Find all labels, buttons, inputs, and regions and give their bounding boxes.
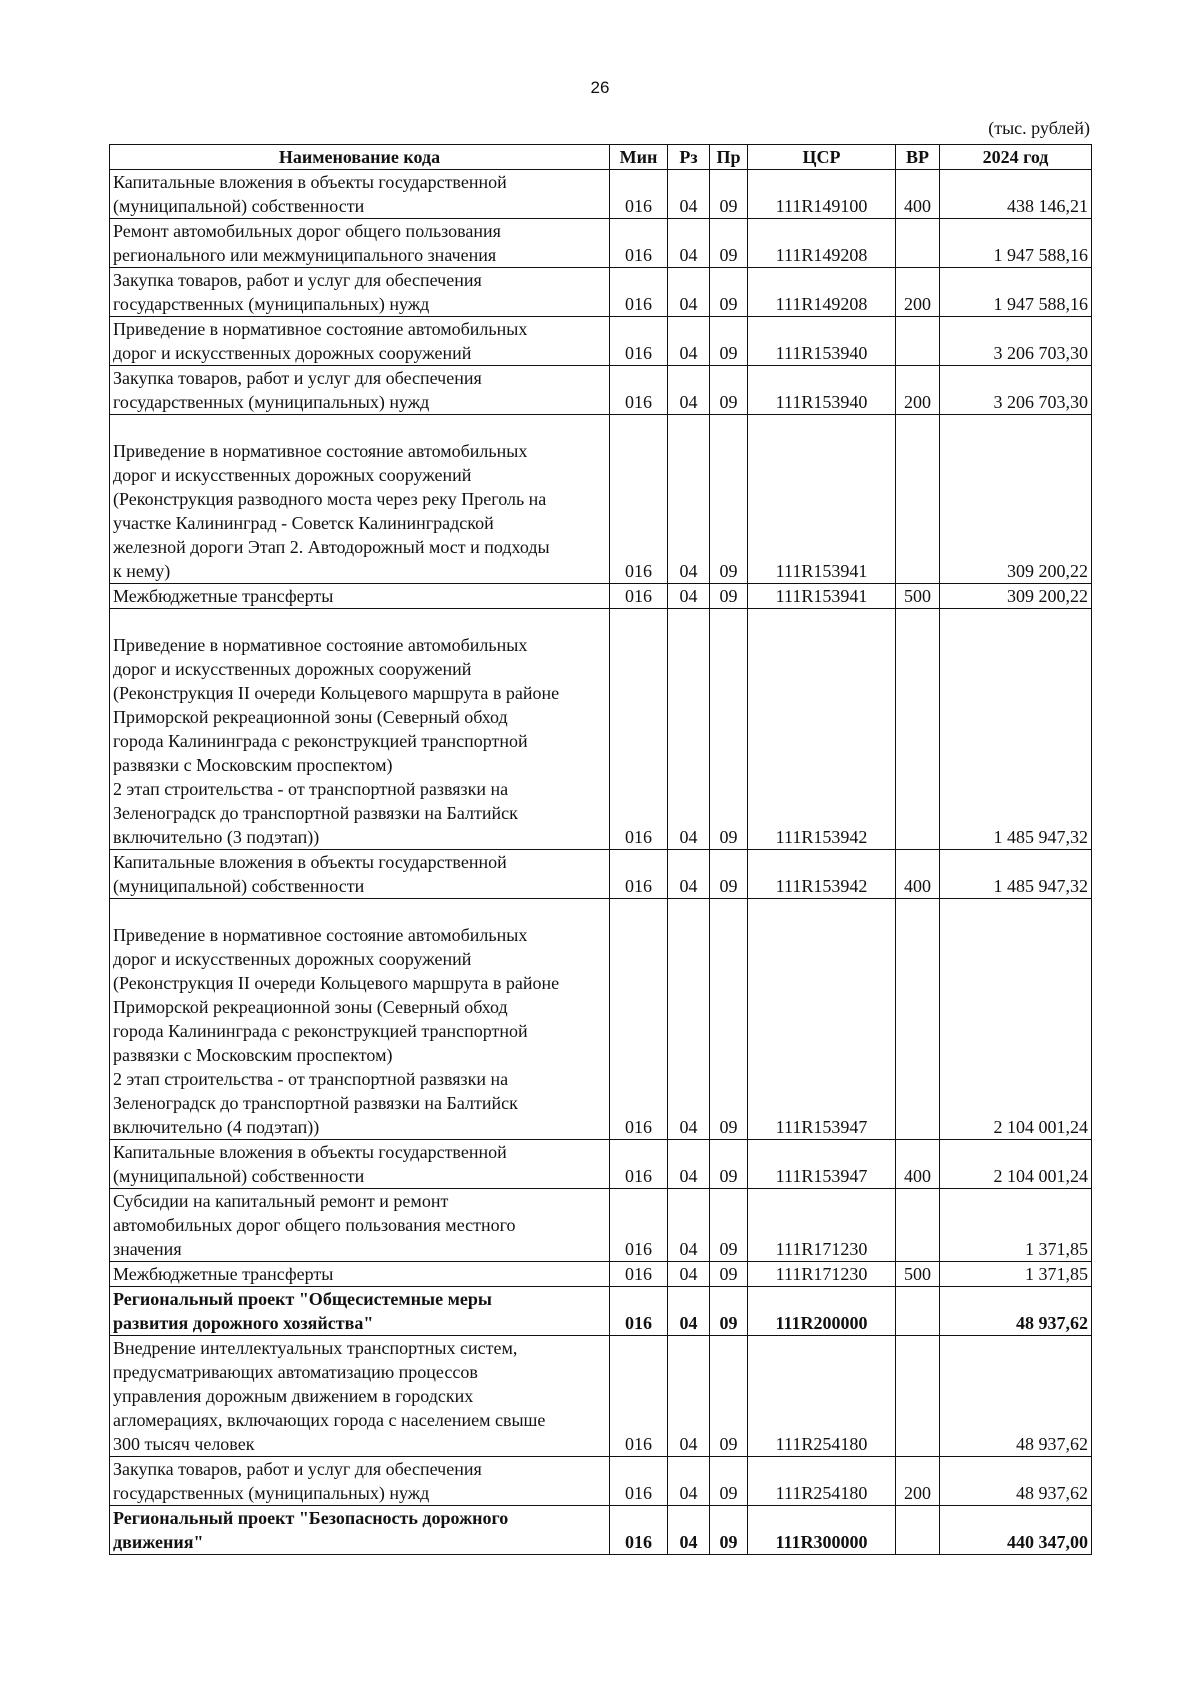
cell-rz: 04 <box>668 317 710 366</box>
cell-pr: 09 <box>710 317 748 366</box>
cell-min: 016 <box>610 415 668 584</box>
budget-table <box>109 144 1092 1555</box>
cell-amount: 3 206 703,30 <box>940 317 1092 366</box>
name-line <box>113 899 606 923</box>
name-line: включительно (4 подэтап)) <box>113 1117 320 1137</box>
name-line: предусматривающих автоматизацию процессов <box>113 1362 478 1382</box>
cell-csr: 111R153947 <box>748 1140 896 1189</box>
table-row <box>110 584 1092 609</box>
cell-amount: 1 371,85 <box>940 1189 1092 1262</box>
cell-rz: 04 <box>668 415 710 584</box>
cell-vr <box>896 415 940 584</box>
cell-pr: 09 <box>710 1506 748 1555</box>
name-line: автомобильных дорог общего пользования местного <box>113 1215 516 1235</box>
name-line: Капитальные вложения в объекты государственной <box>113 852 507 872</box>
table-row <box>110 268 1092 317</box>
cell-name <box>110 1336 610 1457</box>
name-line: (муниципальной) собственности <box>113 876 365 896</box>
cell-vr: 200 <box>896 268 940 317</box>
cell-name <box>110 1506 610 1555</box>
table-row <box>110 1287 1092 1336</box>
cell-name <box>110 609 610 850</box>
table-row <box>110 317 1092 366</box>
cell-vr <box>896 1506 940 1555</box>
cell-csr: 111R149208 <box>748 219 896 268</box>
name-line: участке Калининград - Советск Калининградской <box>113 513 494 533</box>
name-line: 2 этап строительства - от транспортной развязки на <box>113 779 509 799</box>
cell-csr: 111R153940 <box>748 317 896 366</box>
name-line: к нему) <box>113 561 171 581</box>
cell-vr <box>896 1336 940 1457</box>
cell-vr <box>896 899 940 1140</box>
name-line: Зеленоградск до транспортной развязки на Балтийск <box>113 803 518 823</box>
cell-csr: 111R149100 <box>748 170 896 219</box>
table-row <box>110 609 1092 850</box>
cell-amount: 1 947 588,16 <box>940 268 1092 317</box>
cell-pr: 09 <box>710 415 748 584</box>
cell-amount: 48 937,62 <box>940 1457 1092 1506</box>
cell-pr: 09 <box>710 366 748 415</box>
table-row <box>110 899 1092 1140</box>
cell-rz: 04 <box>668 366 710 415</box>
cell-min: 016 <box>610 366 668 415</box>
cell-pr: 09 <box>710 850 748 899</box>
name-line: (Реконструкция II очереди Кольцевого маршрута в районе <box>113 973 560 993</box>
cell-min: 016 <box>610 899 668 1140</box>
cell-vr <box>896 609 940 850</box>
name-line: Закупка товаров, работ и услуг для обеспечения <box>113 270 482 290</box>
cell-min: 016 <box>610 850 668 899</box>
header-name: Наименование кода <box>110 145 610 170</box>
table-row <box>110 1189 1092 1262</box>
cell-csr: 111R254180 <box>748 1336 896 1457</box>
cell-name <box>110 170 610 219</box>
cell-min: 016 <box>610 1457 668 1506</box>
name-line: Ремонт автомобильных дорог общего пользования <box>113 221 501 241</box>
name-line: управления дорожным движением в городских <box>113 1386 474 1406</box>
name-line: дорог и искусственных дорожных сооружений <box>113 465 472 485</box>
cell-amount: 309 200,22 <box>940 584 1092 609</box>
name-line: Приведение в нормативное состояние автомобильных <box>113 925 528 945</box>
name-line: агломерациях, включающих города с населением свыше <box>113 1410 546 1430</box>
cell-name <box>110 1189 610 1262</box>
cell-amount: 1 947 588,16 <box>940 219 1092 268</box>
table-row <box>110 1506 1092 1555</box>
name-line: государственных (муниципальных) нужд <box>113 392 430 412</box>
cell-min: 016 <box>610 317 668 366</box>
cell-pr: 09 <box>710 219 748 268</box>
cell-vr: 500 <box>896 1262 940 1287</box>
cell-min: 016 <box>610 609 668 850</box>
name-line: дорог и искусственных дорожных сооружений <box>113 343 472 363</box>
table-row <box>110 850 1092 899</box>
header-year: 2024 год <box>940 145 1092 170</box>
cell-csr: 111R153940 <box>748 366 896 415</box>
name-line: Капитальные вложения в объекты государственной <box>113 172 507 192</box>
cell-vr: 400 <box>896 1140 940 1189</box>
cell-rz: 04 <box>668 170 710 219</box>
cell-csr: 111R149208 <box>748 268 896 317</box>
cell-amount: 440 347,00 <box>940 1506 1092 1555</box>
cell-amount: 1 485 947,32 <box>940 609 1092 850</box>
name-line: государственных (муниципальных) нужд <box>113 1483 430 1503</box>
units-label: (тыс. рублей) <box>988 118 1090 138</box>
cell-rz: 04 <box>668 1336 710 1457</box>
cell-amount: 1 485 947,32 <box>940 850 1092 899</box>
name-line: 300 тысяч человек <box>113 1434 255 1454</box>
cell-rz: 04 <box>668 1262 710 1287</box>
header-csr: ЦСР <box>748 145 896 170</box>
name-line: Приморской рекреационной зоны (Северный обход <box>113 707 508 727</box>
cell-rz: 04 <box>668 1189 710 1262</box>
name-line: Приведение в нормативное состояние автомобильных <box>113 441 528 461</box>
cell-pr: 09 <box>710 1140 748 1189</box>
name-line: значения <box>113 1239 182 1259</box>
table-header-row <box>110 145 1092 170</box>
cell-csr: 111R153942 <box>748 609 896 850</box>
cell-rz: 04 <box>668 1140 710 1189</box>
table-row <box>110 219 1092 268</box>
name-line: 2 этап строительства - от транспортной развязки на <box>113 1069 509 1089</box>
cell-rz: 04 <box>668 1506 710 1555</box>
cell-name <box>110 1287 610 1336</box>
name-line: движения" <box>113 1532 204 1552</box>
cell-amount: 309 200,22 <box>940 415 1092 584</box>
cell-rz: 04 <box>668 584 710 609</box>
cell-csr: 111R153942 <box>748 850 896 899</box>
name-line: включительно (3 подэтап)) <box>113 827 320 847</box>
cell-amount: 3 206 703,30 <box>940 366 1092 415</box>
cell-name <box>110 317 610 366</box>
cell-pr: 09 <box>710 170 748 219</box>
cell-csr: 111R171230 <box>748 1262 896 1287</box>
name-line: государственных (муниципальных) нужд <box>113 294 430 314</box>
cell-pr: 09 <box>710 899 748 1140</box>
name-line: (муниципальной) собственности <box>113 196 365 216</box>
header-pr: Пр <box>710 145 748 170</box>
table-row <box>110 1336 1092 1457</box>
cell-csr: 111R153947 <box>748 899 896 1140</box>
cell-rz: 04 <box>668 899 710 1140</box>
name-line: Приведение в нормативное состояние автомобильных <box>113 635 528 655</box>
cell-pr: 09 <box>710 609 748 850</box>
cell-min: 016 <box>610 1262 668 1287</box>
table-row <box>110 1140 1092 1189</box>
name-line: железной дороги Этап 2. Автодорожный мост и подходы <box>113 537 550 557</box>
name-line: развязки с Московским проспектом) <box>113 755 393 775</box>
table-row <box>110 1457 1092 1506</box>
cell-pr: 09 <box>710 1336 748 1457</box>
cell-csr: 111R300000 <box>748 1506 896 1555</box>
name-line: развития дорожного хозяйства" <box>113 1313 374 1333</box>
cell-min: 016 <box>610 1189 668 1262</box>
name-line: Региональный проект "Безопасность дорожного <box>113 1508 509 1528</box>
cell-amount: 48 937,62 <box>940 1336 1092 1457</box>
cell-csr: 111R153941 <box>748 415 896 584</box>
cell-amount: 1 371,85 <box>940 1262 1092 1287</box>
cell-pr: 09 <box>710 584 748 609</box>
cell-name <box>110 268 610 317</box>
table-row <box>110 415 1092 584</box>
cell-name <box>110 899 610 1140</box>
cell-pr: 09 <box>710 1262 748 1287</box>
cell-name <box>110 850 610 899</box>
name-line: города Калининграда с реконструкцией транспортной <box>113 731 528 751</box>
cell-pr: 09 <box>710 1189 748 1262</box>
name-line: развязки с Московским проспектом) <box>113 1045 393 1065</box>
name-line: Капитальные вложения в объекты государственной <box>113 1142 507 1162</box>
cell-min: 016 <box>610 1336 668 1457</box>
table-body <box>110 170 1092 1555</box>
name-line: (Реконструкция разводного моста через реку Преголь на <box>113 489 547 509</box>
name-line <box>113 415 606 439</box>
cell-vr: 200 <box>896 366 940 415</box>
table-row <box>110 1262 1092 1287</box>
cell-name <box>110 1140 610 1189</box>
cell-name <box>110 1457 610 1506</box>
header-vr: ВР <box>896 145 940 170</box>
cell-name <box>110 1262 610 1287</box>
cell-vr <box>896 317 940 366</box>
cell-vr: 500 <box>896 584 940 609</box>
cell-pr: 09 <box>710 1457 748 1506</box>
cell-rz: 04 <box>668 219 710 268</box>
name-line: дорог и искусственных дорожных сооружений <box>113 659 472 679</box>
cell-amount: 2 104 001,24 <box>940 899 1092 1140</box>
name-line: регионального или межмуниципального значения <box>113 245 497 265</box>
cell-csr: 111R200000 <box>748 1287 896 1336</box>
name-line: Закупка товаров, работ и услуг для обеспечения <box>113 1459 482 1479</box>
header-min: Мин <box>610 145 668 170</box>
cell-vr: 400 <box>896 850 940 899</box>
cell-name <box>110 219 610 268</box>
cell-min: 016 <box>610 1506 668 1555</box>
name-line: Приведение в нормативное состояние автомобильных <box>113 319 528 339</box>
cell-name <box>110 584 610 609</box>
name-line: города Калининграда с реконструкцией транспортной <box>113 1021 528 1041</box>
cell-min: 016 <box>610 1140 668 1189</box>
cell-rz: 04 <box>668 1287 710 1336</box>
cell-vr: 400 <box>896 170 940 219</box>
cell-csr: 111R171230 <box>748 1189 896 1262</box>
cell-csr: 111R254180 <box>748 1457 896 1506</box>
cell-min: 016 <box>610 584 668 609</box>
cell-vr <box>896 1287 940 1336</box>
cell-min: 016 <box>610 268 668 317</box>
cell-min: 016 <box>610 170 668 219</box>
name-line: Межбюджетные трансферты <box>113 1264 334 1284</box>
name-line: Внедрение интеллектуальных транспортных систем, <box>113 1338 518 1358</box>
name-line: Зеленоградск до транспортной развязки на Балтийск <box>113 1093 518 1113</box>
cell-vr: 200 <box>896 1457 940 1506</box>
name-line: (Реконструкция II очереди Кольцевого маршрута в районе <box>113 683 560 703</box>
cell-pr: 09 <box>710 1287 748 1336</box>
name-line <box>113 609 606 633</box>
name-line: Межбюджетные трансферты <box>113 586 334 606</box>
cell-amount: 438 146,21 <box>940 170 1092 219</box>
cell-rz: 04 <box>668 850 710 899</box>
cell-name <box>110 366 610 415</box>
header-rz: Рз <box>668 145 710 170</box>
name-line: (муниципальной) собственности <box>113 1166 365 1186</box>
name-line: дорог и искусственных дорожных сооружений <box>113 949 472 969</box>
name-line: Приморской рекреационной зоны (Северный обход <box>113 997 508 1017</box>
table-row <box>110 170 1092 219</box>
cell-amount: 2 104 001,24 <box>940 1140 1092 1189</box>
cell-rz: 04 <box>668 609 710 850</box>
name-line: Субсидии на капитальный ремонт и ремонт <box>113 1191 449 1211</box>
cell-rz: 04 <box>668 268 710 317</box>
cell-min: 016 <box>610 219 668 268</box>
name-line: Закупка товаров, работ и услуг для обеспечения <box>113 368 482 388</box>
page-number: 26 <box>590 78 610 97</box>
cell-pr: 09 <box>710 268 748 317</box>
cell-min: 016 <box>610 1287 668 1336</box>
name-line: Региональный проект "Общесистемные меры <box>113 1289 492 1309</box>
table-row <box>110 366 1092 415</box>
cell-name <box>110 415 610 584</box>
cell-vr <box>896 219 940 268</box>
cell-rz: 04 <box>668 1457 710 1506</box>
cell-vr <box>896 1189 940 1262</box>
cell-csr: 111R153941 <box>748 584 896 609</box>
cell-amount: 48 937,62 <box>940 1287 1092 1336</box>
